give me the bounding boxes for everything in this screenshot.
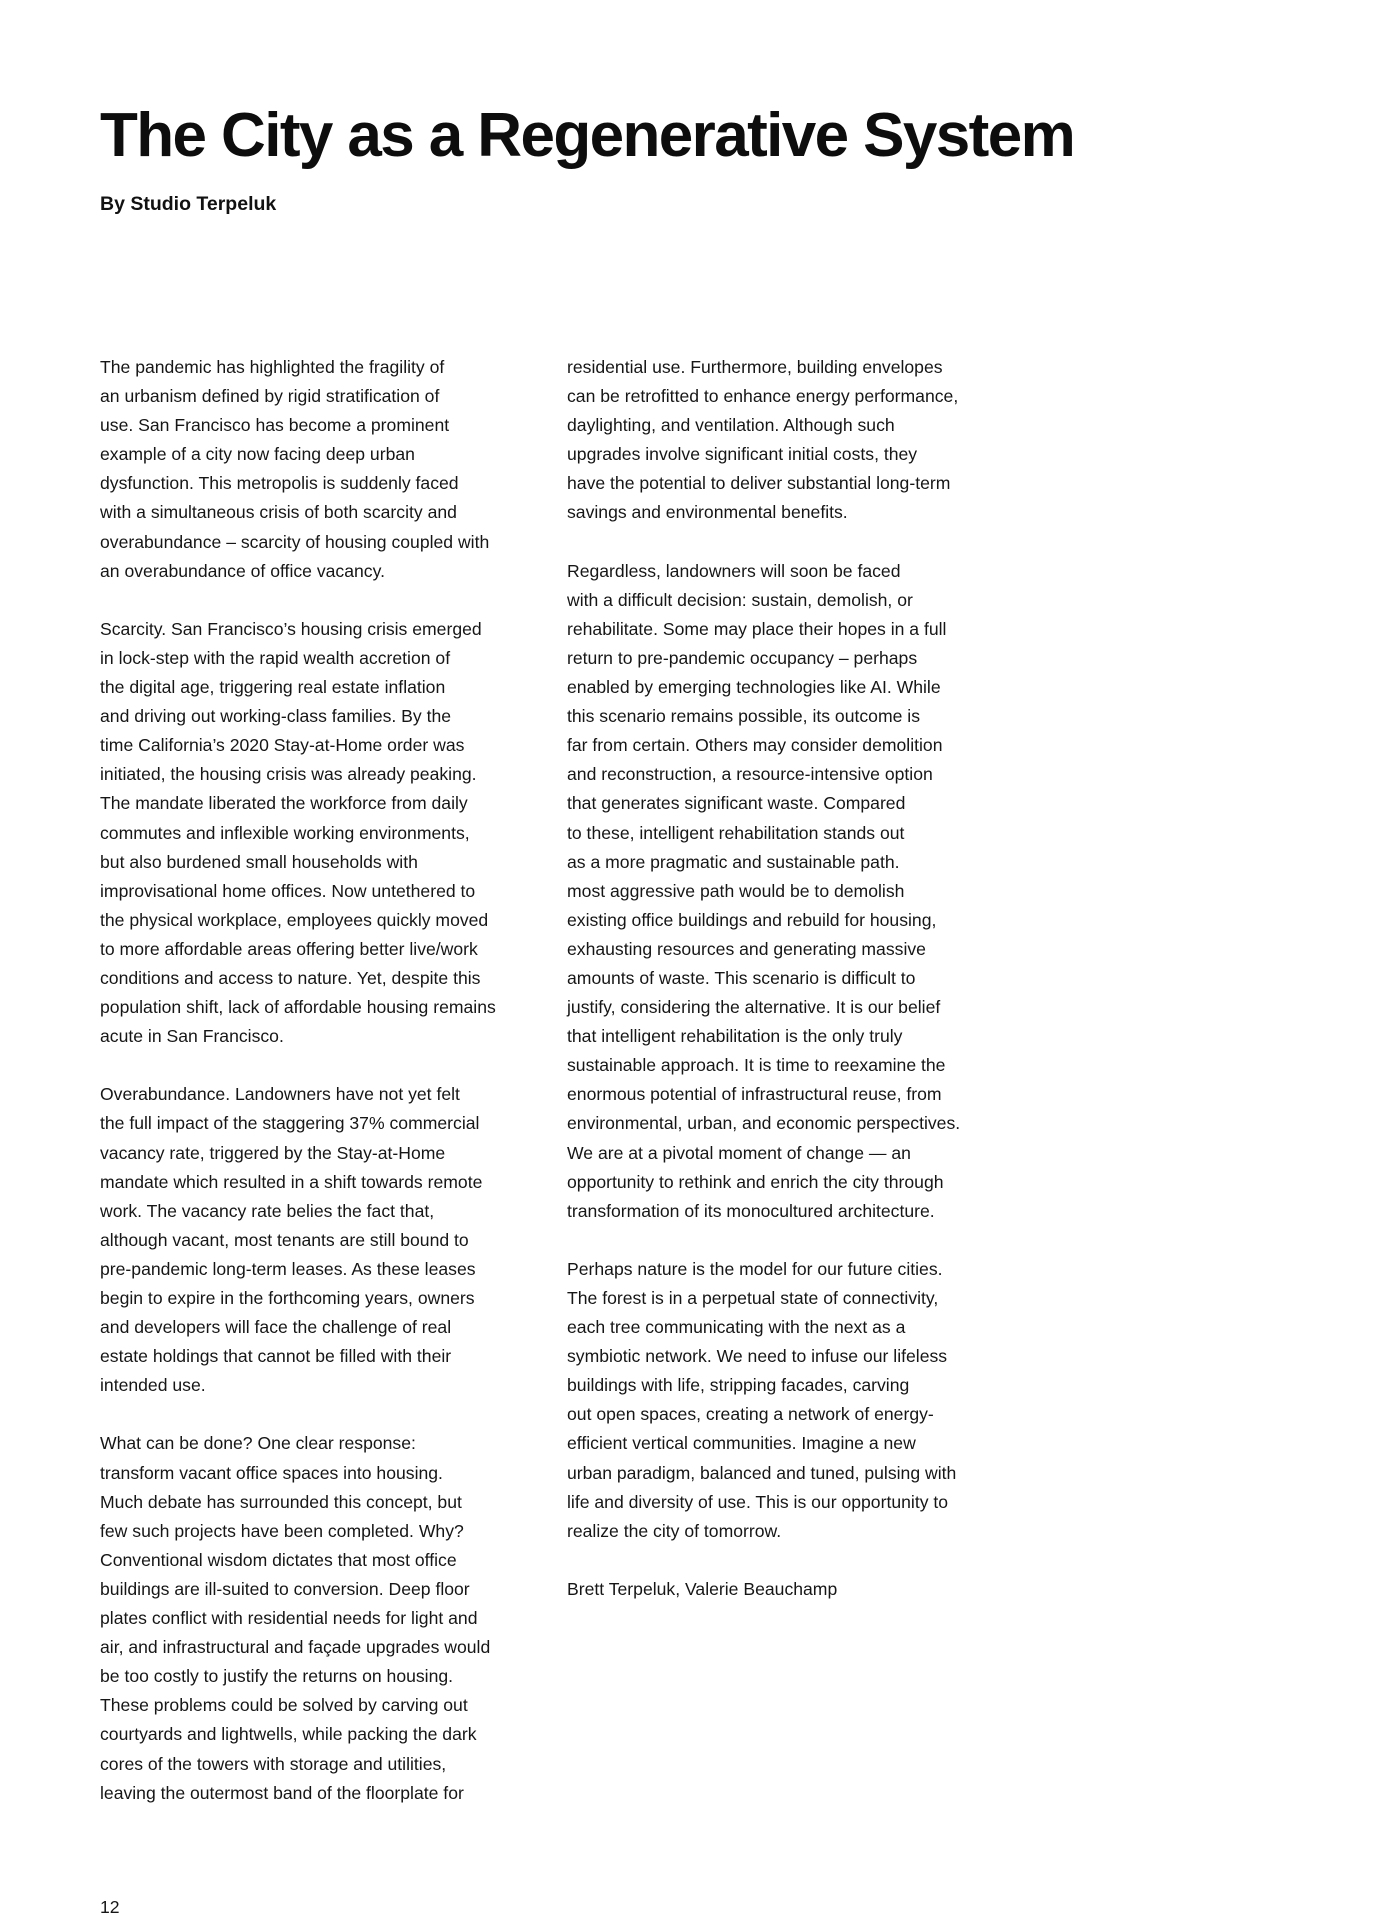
- text-line: enormous potential of infrastructural reuse, from: [567, 1084, 942, 1105]
- paragraph: [100, 615, 540, 1051]
- text-line: transform vacant office spaces into housing.: [100, 1462, 443, 1483]
- text-line: use. San Francisco has become a prominent: [100, 415, 450, 436]
- text-line: can be retrofitted to enhance energy performance,: [567, 386, 959, 407]
- text-line: conditions and access to nature. Yet, despite this: [100, 967, 481, 988]
- text-line: efficient vertical communities. Imagine a new: [567, 1433, 916, 1454]
- text-line: Perhaps nature is the model for our future cities.: [567, 1258, 943, 1279]
- text-line: the full impact of the staggering 37% commercial: [100, 1113, 480, 1134]
- text-line: These problems could be solved by carving out: [100, 1695, 468, 1716]
- paragraph: [567, 1255, 1012, 1546]
- paragraph: [100, 1429, 540, 1807]
- text-line: buildings are ill-suited to conversion. Deep floor: [100, 1578, 470, 1599]
- text-line: vacancy rate, triggered by the Stay-at-Home: [100, 1142, 446, 1163]
- paragraph: [100, 353, 540, 586]
- text-line: enabled by emerging technologies like AI. While: [567, 677, 941, 698]
- text-line: to more affordable areas offering better live/work: [100, 938, 478, 959]
- page-number: 12: [100, 1897, 120, 1917]
- text-line: each tree communicating with the next as a: [567, 1317, 906, 1338]
- text-line: few such projects have been completed. Why?: [100, 1520, 464, 1541]
- text-line: buildings with life, stripping facades, carving: [567, 1375, 910, 1396]
- text-line: example of a city now facing deep urban: [100, 444, 415, 465]
- text-line: Regardless, landowners will soon be faced: [567, 560, 901, 581]
- text-line: be too costly to justify the returns on housing.: [100, 1666, 454, 1687]
- text-line: Conventional wisdom dictates that most office: [100, 1549, 457, 1570]
- text-line: Scarcity. San Francisco’s housing crisis emerged: [100, 618, 482, 639]
- text-line: rehabilitate. Some may place their hopes in a full: [567, 618, 947, 639]
- text-line: opportunity to rethink and enrich the city through: [567, 1171, 944, 1192]
- text-line: Much debate has surrounded this concept, but: [100, 1491, 462, 1512]
- text-line: cores of the towers with storage and utilities,: [100, 1753, 447, 1774]
- text-line: leaving the outermost band of the floorplate for: [100, 1782, 464, 1803]
- text-line: and driving out working-class families. By the: [100, 706, 452, 727]
- text-line: urban paradigm, balanced and tuned, pulsing with: [567, 1462, 957, 1483]
- text-line: most aggressive path would be to demolish: [567, 880, 905, 901]
- text-line: Overabundance. Landowners have not yet felt: [100, 1084, 460, 1105]
- text-line: an urbanism defined by rigid stratification of: [100, 386, 440, 407]
- text-line: and developers will face the challenge of real: [100, 1317, 452, 1338]
- text-line: an overabundance of office vacancy.: [100, 560, 385, 581]
- text-line: realize the city of tomorrow.: [567, 1520, 782, 1541]
- text-line: population shift, lack of affordable housing remains: [100, 997, 496, 1018]
- text-line: estate holdings that cannot be filled with their: [100, 1346, 452, 1367]
- text-line: environmental, urban, and economic perspectives.: [567, 1113, 961, 1134]
- text-line: pre-pandemic long-term leases. As these leases: [100, 1258, 476, 1279]
- text-line: The pandemic has highlighted the fragility of: [100, 357, 445, 377]
- text-line: improvisational home offices. Now untethered to: [100, 880, 476, 901]
- text-line: We are at a pivotal moment of change — an: [567, 1142, 911, 1163]
- text-line: existing office buildings and rebuild for housing,: [567, 909, 937, 930]
- text-line: begin to expire in the forthcoming years, owners: [100, 1288, 475, 1308]
- text-line: acute in San Francisco.: [100, 1026, 284, 1047]
- text-line: justify, considering the alternative. It is our belief: [567, 997, 941, 1018]
- text-line: The mandate liberated the workforce from daily: [100, 793, 468, 814]
- text-line: this scenario remains possible, its outcome is: [567, 706, 921, 727]
- text-line: that generates significant waste. Compared: [567, 793, 906, 814]
- text-line: residential use. Furthermore, building envelopes: [567, 357, 943, 377]
- text-line: daylighting, and ventilation. Although such: [567, 415, 895, 436]
- text-line: air, and infrastructural and façade upgrades would: [100, 1637, 491, 1658]
- right-text-column: [567, 353, 1012, 1633]
- text-line: with a difficult decision: sustain, demolish, or: [567, 589, 913, 610]
- paragraph: [567, 1575, 1012, 1604]
- text-line: sustainable approach. It is time to reexamine the: [567, 1055, 946, 1076]
- text-line: overabundance – scarcity of housing coupled with: [100, 531, 490, 552]
- text-line: intended use.: [100, 1375, 206, 1396]
- text-line: mandate which resulted in a shift towards remote: [100, 1171, 483, 1192]
- article-title: The City as a Regenerative System: [100, 101, 1075, 170]
- text-line: the digital age, triggering real estate inflation: [100, 677, 446, 698]
- text-line: courtyards and lightwells, while packing the dark: [100, 1724, 477, 1745]
- text-line: upgrades involve significant initial costs, they: [567, 444, 918, 465]
- text-line: the physical workplace, employees quickly moved: [100, 909, 489, 930]
- text-line: commutes and inflexible working environments,: [100, 822, 470, 843]
- text-line: and reconstruction, a resource-intensive option: [567, 764, 933, 785]
- text-line: as a more pragmatic and sustainable path.: [567, 851, 900, 872]
- text-line: that intelligent rehabilitation is the only truly: [567, 1026, 903, 1047]
- text-line: time California’s 2020 Stay-at-Home order was: [100, 735, 465, 756]
- text-line: dysfunction. This metropolis is suddenly faced: [100, 473, 459, 494]
- text-line: although vacant, most tenants are still bound to: [100, 1229, 469, 1250]
- text-line: What can be done? One clear response:: [100, 1433, 416, 1454]
- text-line: in lock-step with the rapid wealth accretion of: [100, 647, 451, 668]
- text-line: transformation of its monocultured architecture.: [567, 1200, 935, 1221]
- text-line: symbiotic network. We need to infuse our lifeless: [567, 1346, 948, 1367]
- text-line: but also burdened small households with: [100, 851, 418, 872]
- text-line: exhausting resources and generating massive: [567, 938, 926, 959]
- text-line: initiated, the housing crisis was already peaking.: [100, 764, 477, 785]
- text-line: The forest is in a perpetual state of connectivity,: [567, 1288, 939, 1308]
- text-line: return to pre-pandemic occupancy – perhaps: [567, 647, 918, 668]
- text-line: out open spaces, creating a network of energy-: [567, 1404, 934, 1425]
- left-text-column: [100, 353, 540, 1837]
- text-line: far from certain. Others may consider demolition: [567, 735, 943, 756]
- text-line: Brett Terpeluk, Valerie Beauchamp: [567, 1578, 838, 1599]
- text-line: savings and environmental benefits.: [567, 502, 848, 523]
- paragraph: [567, 557, 1012, 1226]
- text-line: amounts of waste. This scenario is difficult to: [567, 967, 916, 988]
- paragraph: [567, 353, 1012, 528]
- text-line: with a simultaneous crisis of both scarcity and: [100, 502, 457, 523]
- paragraph: [100, 1080, 540, 1400]
- text-line: work. The vacancy rate belies the fact that,: [100, 1200, 435, 1221]
- text-line: life and diversity of use. This is our opportunity to: [567, 1491, 949, 1512]
- text-line: plates conflict with residential needs for light and: [100, 1608, 478, 1629]
- article-byline: By Studio Terpeluk: [100, 193, 277, 215]
- text-line: to these, intelligent rehabilitation stands out: [567, 822, 905, 843]
- text-line: have the potential to deliver substantial long-term: [567, 473, 951, 494]
